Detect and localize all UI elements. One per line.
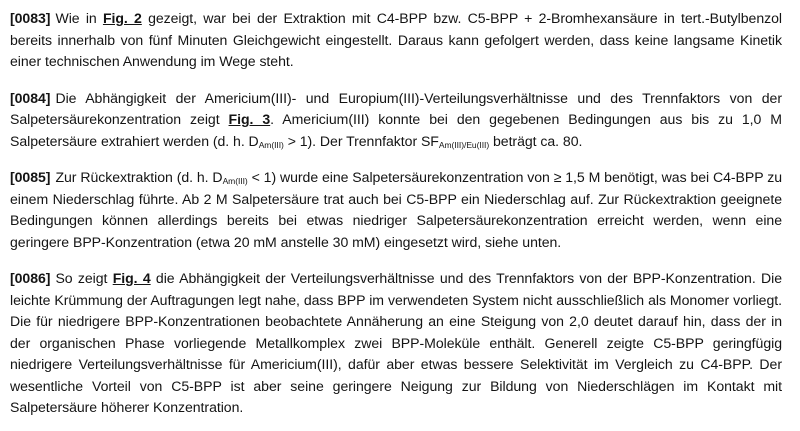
paragraph-text: < 1) wurde eine Salpetersäurekonzentration von ≥ 1,5 M benötigt, was bei C4-BPP zu einem Niederschlag führte. Ab 2 M Salpetersäure trat auch bei C5-BPP ein Niederschlag auf. Zur Rückextraktion geeignete Bedingungen können allerdings bereits bei etwas niedriger Salpetersäurekonzentration erreicht werden, wenn eine geringere BPP-Konzentration (etwa 20 mM anstelle 30 mM) eingesetzt wird, siehe unten.	[10, 169, 783, 250]
paragraph-number: [0086]	[10, 270, 51, 286]
paragraph-0086	[10, 268, 782, 419]
paragraph-text: . Americium(III) konnte bei den gegebenen Bedingungen aus bis zu 1,0 M Salpetersäure extrahiert werden (d. h. D	[10, 111, 782, 149]
paragraph-text: gezeigt, war bei der Extraktion mit C4-BPP bzw. C5-BPP + 2-Bromhexansäure in tert.-Butylbenzol bereits innerhalb von fünf Minuten Gleichgewicht eingestellt. Daraus kann gefolgert werden, dass keine langsame Kinetik einer technischen Anwendung im Wege steht.	[10, 10, 782, 69]
paragraph-number: [0083]	[10, 10, 51, 26]
paragraph-text: Die Abhängigkeit der Americium(III)- und Europium(III)-Verteilungsverhältnisse und des Trennfaktors von der Salpetersäurekonzentration zeigt	[10, 89, 782, 127]
paragraph-text: die Abhängigkeit der Verteilungsverhältnisse und des Trennfaktors von der BPP-Konzentration. Die leichte Krümmung der Auftragungen legt nahe, dass BPP im verwendeten System nicht ausschließlich als Monomer vorliegt. Die für niedrigere BPP-Konzentrationen beobachtete Annäherung an eine Steigung von 2,0 deutet darauf hin, dass der in der organischen Phase vorliegende Metallkomplex zwei BPP-Moleküle enthält. Generell zeigte C5-BPP geringfügig niedrigere Verteilungsverhältnisse für Americium(III), dafür aber etwas bessere Selektivität im Vergleich zu C4-BPP. Der wesentliche Vorteil von C5-BPP ist aber seine geringere Neigung zur Bildung von Niederschlägen im Kontakt mit Salpetersäure höherer Konzentration.	[10, 270, 782, 415]
paragraph-text: Wie in	[55, 10, 103, 26]
paragraph-number: [0085]	[10, 169, 51, 185]
paragraph-0084	[10, 88, 782, 153]
paragraph-0083	[10, 8, 782, 73]
figure-reference-link[interactable]: Fig. 2	[102, 10, 142, 26]
document-page	[10, 8, 782, 431]
paragraph-number: [0084]	[10, 89, 51, 106]
subscript-text: Am(III)	[222, 176, 248, 186]
paragraph-text: Zur Rückextraktion (d. h. D	[55, 169, 223, 185]
subscript-text: Am(III)/Eu(III)	[438, 139, 490, 150]
subscript-text: Am(III)	[258, 139, 284, 150]
paragraph-text: > 1). Der Trennfaktor SF	[283, 132, 439, 149]
figure-reference-link[interactable]: Fig. 4	[112, 270, 151, 286]
figure-reference-link[interactable]: Fig. 3	[228, 111, 271, 127]
paragraph-text: So zeigt	[55, 270, 113, 286]
paragraph-0085	[10, 167, 782, 253]
paragraph-text: beträgt ca. 80.	[489, 132, 583, 149]
